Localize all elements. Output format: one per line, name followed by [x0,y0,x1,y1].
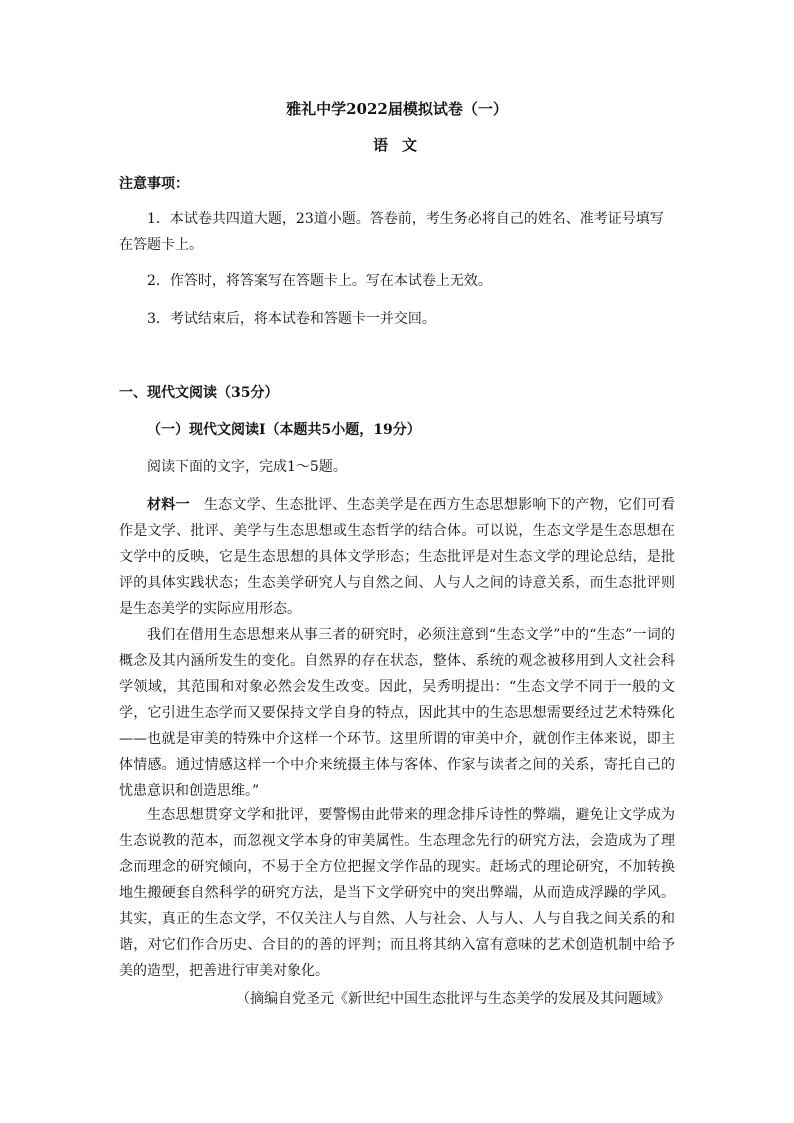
material-paragraph-2: 我们在借用生态思想来从事三者的研究时，必须注意到“生态文学”中的“生态”一词的概念及其内涵所发生的变化。自然界的存在状态，整体、系统的观念被移用到人文社会科学领域，其范围和对象必然会发生改变。因此，吴秀明提出：“生态文学不同于一般的文学，它引进生态学而又要保持文学自身的特点，因此其中的生态思想需要经过艺术特殊化——也就是审美的特殊中介这样一个环节。这里所谓的审美中介，就创作主体来说，即主体情感。通过情感这样一个中介来统摄主体与客体、作家与读者之间的关系，寄托自己的忧患意识和创造思维。” [119,627,675,799]
notice-label: 注意事项： [119,176,189,192]
material-label: 材料一 [147,497,190,513]
notice-item-3: 3．考试结束后，将本试卷和答题卡一并交回。 [147,311,436,327]
reading-instruction: 阅读下面的文字，完成1～5题。 [147,459,347,475]
exam-title: 雅礼中学2022届模拟试卷（一） [286,100,508,118]
notice-item-2: 2．作答时，将答案写在答题卡上。写在本试卷上无效。 [147,273,492,289]
section-subheading: （一）现代文阅读Ⅰ（本题共5小题，19分） [147,422,421,438]
paragraph-text: 生态文学、生态批评、生态美学是在西方生态思想影响下的产物，它们可看作是文学、批评、美学与生态思想或生态哲学的结合体。可以说，生态文学是生态思想在文学中的反映，它是生态思想的具体文学形态；生态批评是对生态文学的理论总结，是批评的具体实践状态；生态美学研究人与自然之间、人与人之间的诗意关系，而生态批评则是生态美学的实际应用形态。 [119,497,676,617]
section-heading: 一、现代文阅读（35分） [119,385,279,401]
material-paragraph-1 [119,492,675,622]
exam-subject: 语文 [372,136,431,154]
material-paragraph-3: 生态思想贯穿文学和批评，要警惕由此带来的理念排斥诗性的弊端，避免让文学成为生态说教的范本，而忽视文学本身的审美属性。生态理念先行的研究方法，会造成为了理念而理念的研究倾向，不易于全方位把握文学作品的现实。赶场式的理论研究，不加转换地生搬硬套自然科学的研究方法，是当下文学研究中的突出弊端，从而造成浮躁的学风。其实，真正的生态文学，不仅关注人与自然、人与社会、人与人、人与自我之间关系的和谐，对它们作合历史、合目的的善的评判；而且将其纳入富有意味的艺术创造机制中给予美的造型，把善进行审美对象化。 [119,807,675,979]
source-citation: （摘编自党圣元《新世纪中国生态批评与生态美学的发展及其问题域》 [236,991,670,1007]
notice-item-1: 1．本试卷共四道大题，23道小题。答卷前，考生务必将自己的姓名、准考证号填写在答题卡上。 [119,211,664,253]
